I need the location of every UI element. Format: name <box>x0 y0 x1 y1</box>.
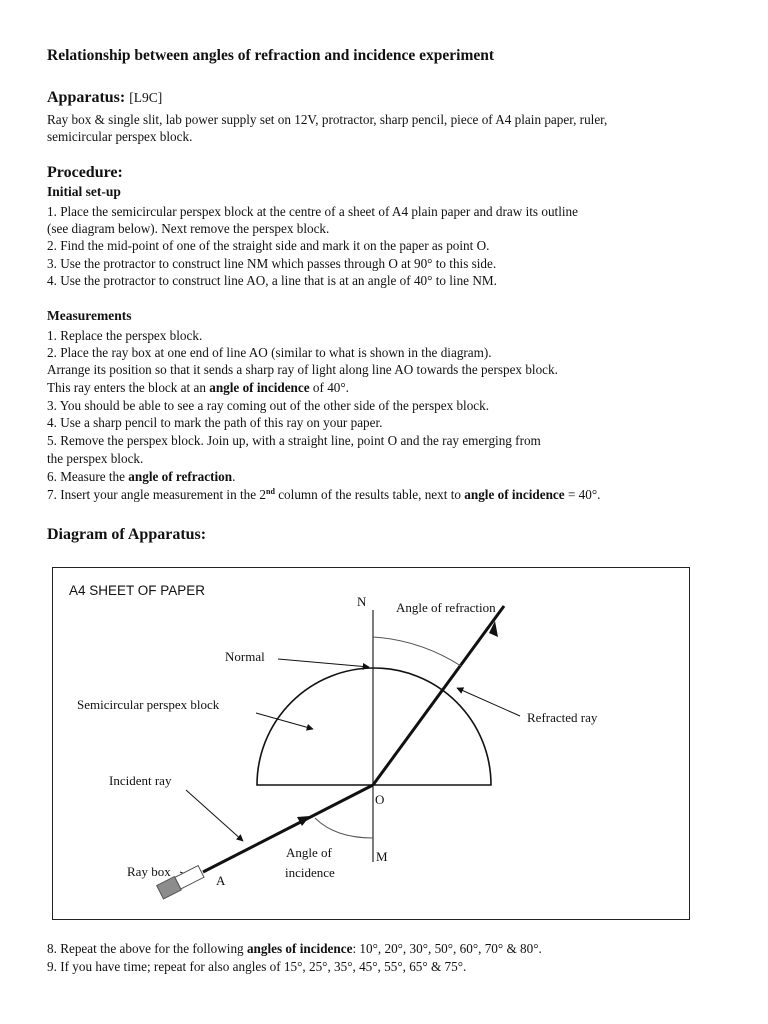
m4-pre: This ray enters the block at an <box>47 380 210 395</box>
block-label: Semicircular perspex block <box>77 697 220 712</box>
refracted-ray-line <box>373 606 504 785</box>
repeat-line-9: 9. If you have time; repeat for also angles of 15°, 25°, 35°, 45°, 55°, 65° & 75°. <box>47 959 467 974</box>
m4-bold: angle of incidence <box>209 380 310 395</box>
ray-box-label: Ray box <box>127 864 171 879</box>
setup-line-3: 2. Find the mid-point of one of the straight side and mark it on the paper as point O. <box>47 238 490 253</box>
m4-post: of 40°. <box>309 380 349 395</box>
apparatus-line-2: semicircular perspex block. <box>47 129 193 144</box>
measurement-line-2: 2. Place the ray box at one end of line AO (similar to what is shown in the diagram). <box>47 345 492 360</box>
setup-line-5: 4. Use the protractor to construct line AO, a line that is at an angle of 40° to line NM. <box>47 273 497 288</box>
m9-pre: 6. Measure the <box>47 469 129 484</box>
measurement-line-8: the perspex block. <box>47 451 144 466</box>
page-title: Relationship between angles of refraction and incidence experiment <box>47 47 495 64</box>
apparatus-heading-text: Apparatus: <box>47 89 126 106</box>
setup-line-4: 3. Use the protractor to construct line NM which passes through O at 90° to this side. <box>47 256 497 271</box>
incident-ray-label: Incident ray <box>109 773 172 788</box>
refracted-pointer-arrow <box>457 688 520 716</box>
procedure-heading: Procedure: <box>47 164 123 181</box>
repeat-line-8 <box>47 940 542 957</box>
angle-of-refraction-label: Angle of refraction <box>396 600 496 615</box>
semicircle-block <box>257 668 491 785</box>
m10-post: = 40°. <box>564 487 601 502</box>
a-label: A <box>216 873 226 888</box>
normal-label: Normal <box>225 649 265 664</box>
n-label: N <box>357 594 367 609</box>
m10-bold: angle of incidence <box>464 487 565 502</box>
normal-pointer-arrow <box>278 659 369 667</box>
o-label: O <box>375 792 385 807</box>
m9-bold: angle of refraction <box>128 469 233 484</box>
l8-post: : 10°, 20°, 30°, 50°, 60°, 70° & 80°. <box>352 941 542 956</box>
diagram-heading: Diagram of Apparatus: <box>47 526 207 543</box>
l8-pre: 8. Repeat the above for the following <box>47 941 247 956</box>
setup-line-1: 1. Place the semicircular perspex block at the centre of a sheet of A4 plain paper and draw its outline <box>47 204 578 219</box>
measurements-heading: Measurements <box>47 308 132 323</box>
measurement-line-6: 4. Use a sharp pencil to mark the path of this ray on your paper. <box>47 415 383 430</box>
apparatus-code: [L9C] <box>129 90 163 105</box>
incidence-angle-arc <box>315 818 373 838</box>
apparatus-line-1: Ray box & single slit, lab power supply set on 12V, protractor, sharp pencil, piece of A4 plain paper, ruler, <box>47 112 608 127</box>
measurement-line-7: 5. Remove the perspex block. Join up, with a straight line, point O and the ray emerging from <box>47 433 541 448</box>
measurement-line-1: 1. Replace the perspex block. <box>47 328 203 343</box>
refraction-angle-arc <box>373 637 461 666</box>
incident-pointer-arrow <box>186 790 243 841</box>
block-pointer-arrow <box>256 713 313 729</box>
m10-mid: column of the results table, next to <box>274 487 465 502</box>
m-label: M <box>376 849 388 864</box>
m10-sup: nd <box>266 487 275 496</box>
measurement-line-5: 3. You should be able to see a ray coming out of the other side of the perspex block. <box>47 398 490 413</box>
sheet-label: A4 SHEET OF PAPER <box>69 583 206 598</box>
l8-bold: angles of incidence <box>246 941 353 956</box>
setup-heading: Initial set-up <box>47 184 121 199</box>
refracted-ray-label: Refracted ray <box>527 710 598 725</box>
m10-pre: 7. Insert your angle measurement in the 2 <box>47 487 266 502</box>
angle-of-incidence-label-1: Angle of <box>286 845 332 860</box>
setup-line-2: (see diagram below). Next remove the perspex block. <box>47 221 330 236</box>
m9-post: . <box>232 469 236 484</box>
measurement-line-3: Arrange its position so that it sends a sharp ray of light along line AO towards the perspex block. <box>47 362 558 377</box>
angle-of-incidence-label-2: incidence <box>285 865 335 880</box>
